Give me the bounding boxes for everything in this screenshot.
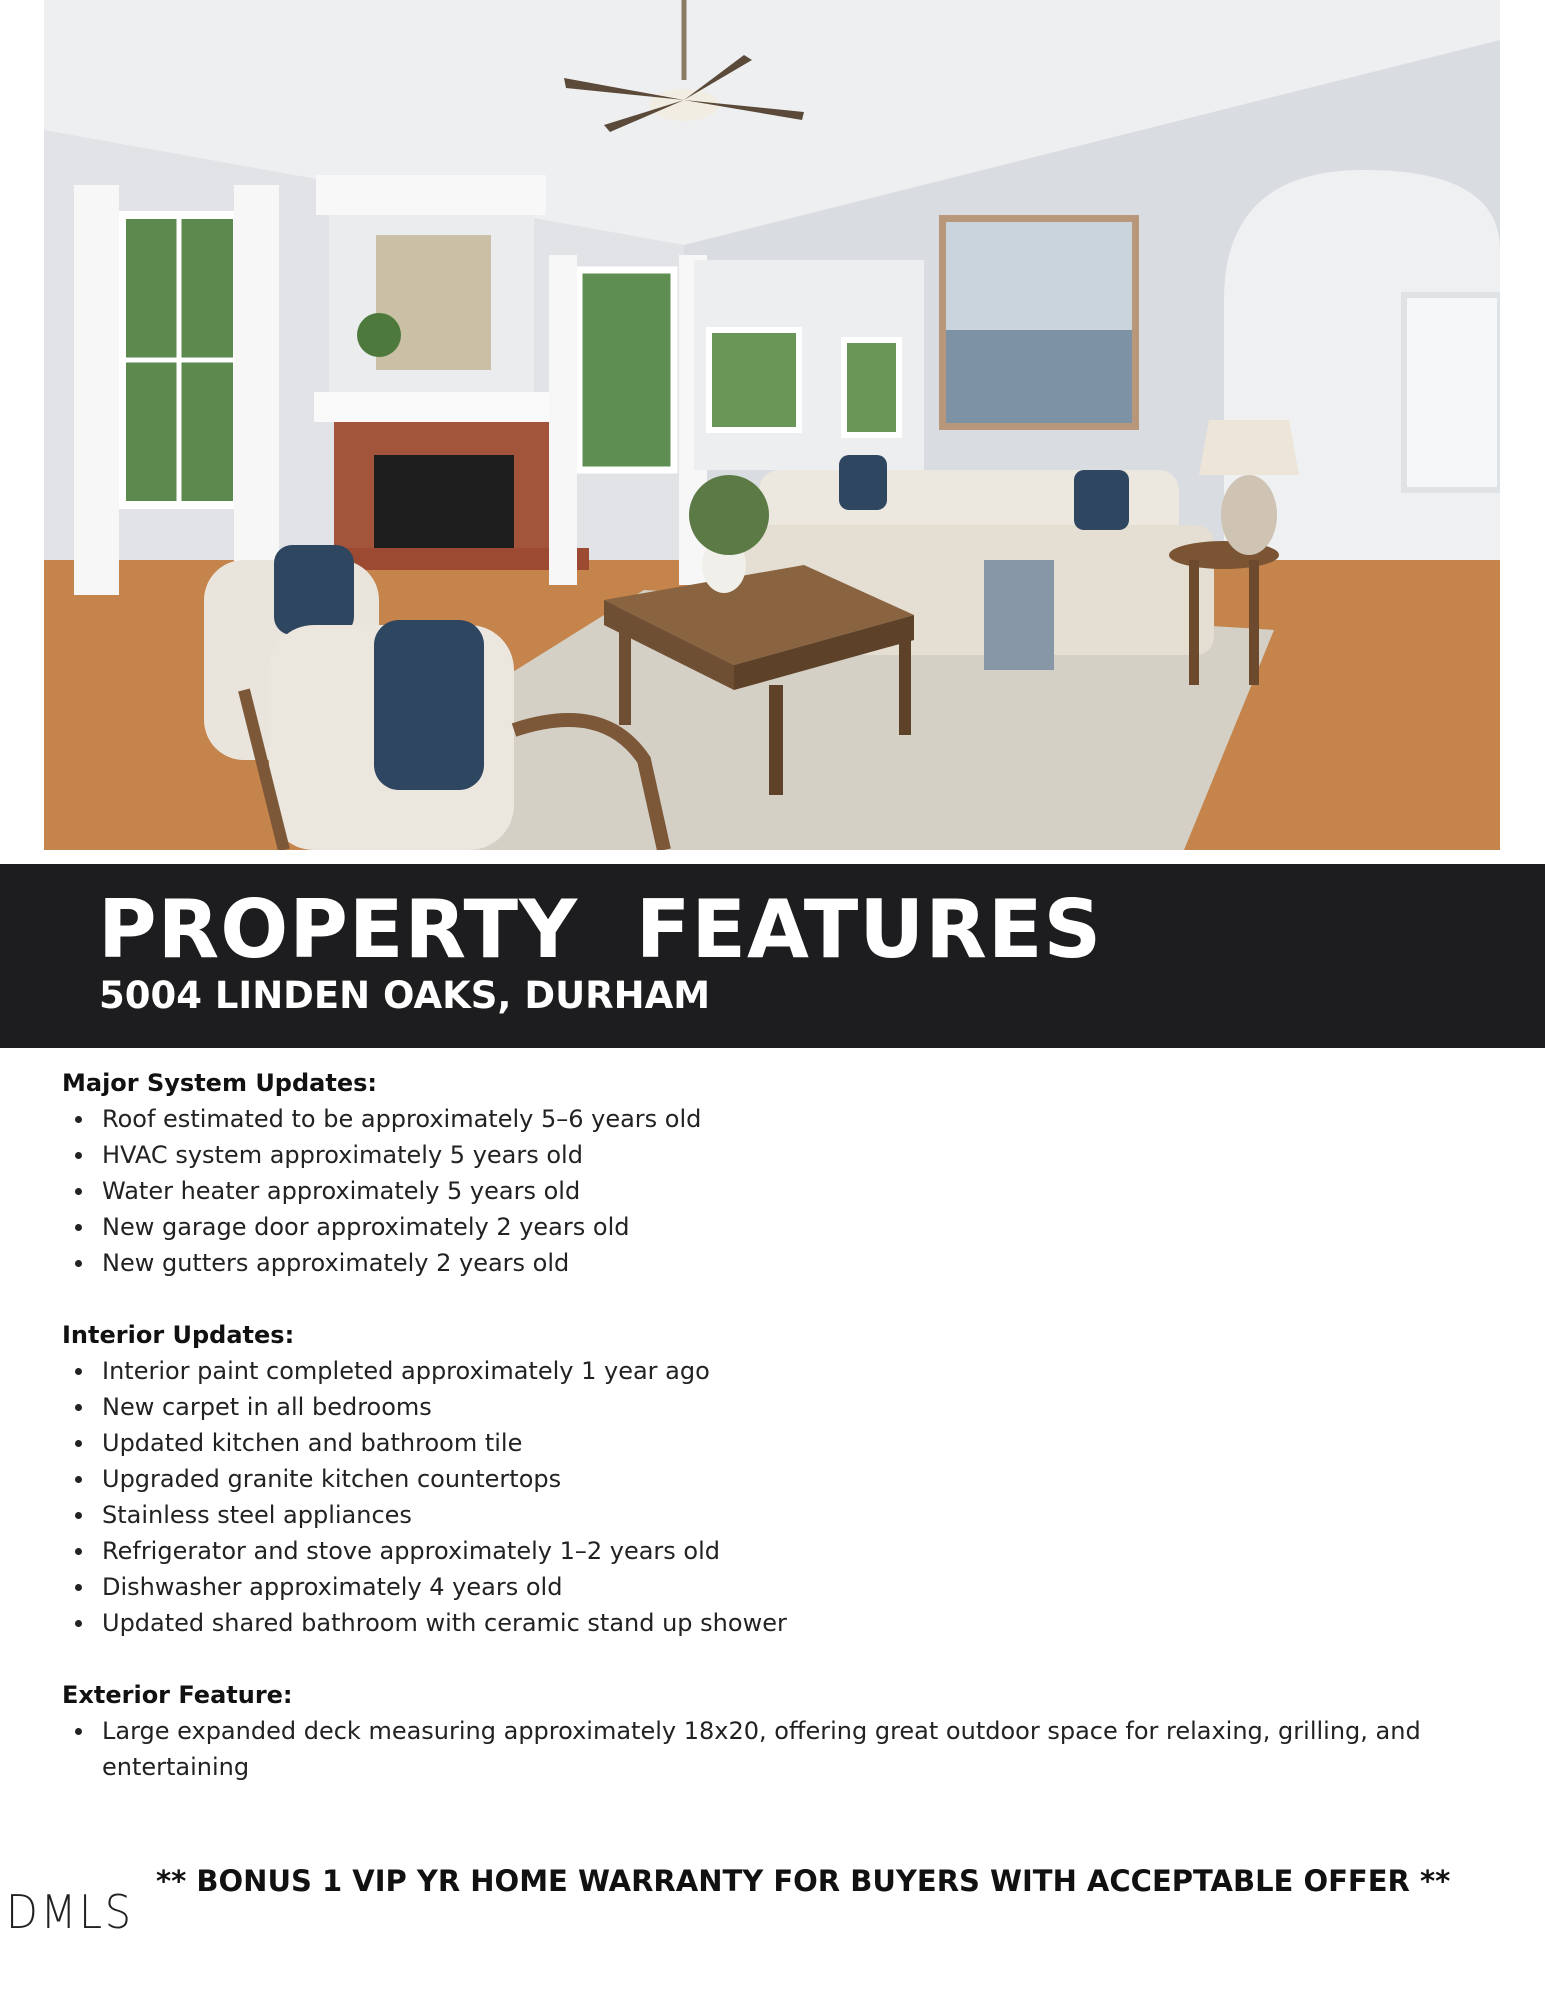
feature-list: [62, 1713, 1482, 1785]
list-item: Refrigerator and stove approximately 1–2 years old: [102, 1533, 1482, 1569]
list-item: Roof estimated to be approximately 5–6 years old: [102, 1101, 1482, 1137]
list-item: Updated kitchen and bathroom tile: [102, 1425, 1482, 1461]
property-address: 5004 LINDEN OAKS, DURHAM: [99, 974, 711, 1017]
list-item: Large expanded deck measuring approximately 18x20, offering great outdoor space for relaxing, grilling, and entertaining: [102, 1713, 1482, 1785]
list-item: HVAC system approximately 5 years old: [102, 1137, 1482, 1173]
section-major-system-updates: [62, 1065, 1482, 1281]
section-exterior-feature: [62, 1677, 1482, 1785]
feature-list: [62, 1101, 1482, 1281]
living-room-photo: [44, 0, 1500, 850]
section-heading: Exterior Feature:: [62, 1681, 293, 1709]
list-item: New gutters approximately 2 years old: [102, 1245, 1482, 1281]
section-interior-updates: [62, 1317, 1482, 1641]
list-item: Dishwasher approximately 4 years old: [102, 1569, 1482, 1605]
features-content: [62, 1065, 1482, 1821]
title-banner: [0, 864, 1545, 1048]
list-item: Updated shared bathroom with ceramic stand up shower: [102, 1605, 1482, 1641]
list-item: Water heater approximately 5 years old: [102, 1173, 1482, 1209]
list-item: New garage door approximately 2 years old: [102, 1209, 1482, 1245]
bonus-warranty-banner: ** BONUS 1 VIP YR HOME WARRANTY FOR BUYERS WITH ACCEPTABLE OFFER **: [156, 1864, 1451, 1898]
dmls-logo: DMLS: [6, 1885, 134, 1939]
section-heading: Major System Updates:: [62, 1069, 377, 1097]
page-title: PROPERTY FEATURES: [98, 883, 1103, 976]
list-item: Interior paint completed approximately 1 year ago: [102, 1353, 1482, 1389]
list-item: Stainless steel appliances: [102, 1497, 1482, 1533]
list-item: New carpet in all bedrooms: [102, 1389, 1482, 1425]
section-heading: Interior Updates:: [62, 1321, 295, 1349]
feature-list: [62, 1353, 1482, 1641]
list-item: Upgraded granite kitchen countertops: [102, 1461, 1482, 1497]
